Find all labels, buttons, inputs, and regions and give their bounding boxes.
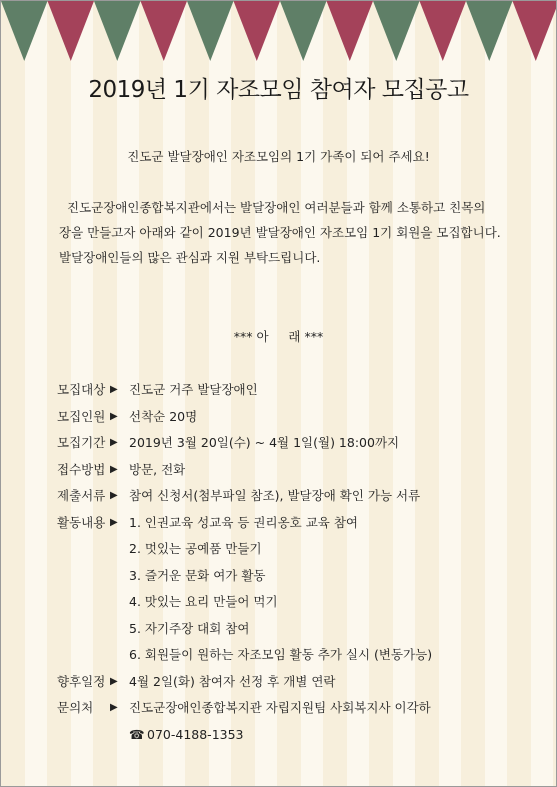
intro-line: 장을 만들고자 아래와 같이 2019년 발달장애인 자조모임 1기 회원을 모집합니다.: [59, 225, 501, 240]
activity-row: [57, 616, 432, 643]
detail-row-period: [57, 430, 432, 457]
bunting-flag: [327, 1, 374, 61]
bunting-flag: [141, 1, 188, 61]
arrow-icon: ▶: [110, 384, 118, 395]
bunting-flag: [466, 1, 513, 61]
bunting-flag: [513, 1, 557, 61]
arrow-icon: ▶: [110, 702, 118, 713]
activity-row: [57, 589, 432, 616]
bunting-flag: [373, 1, 420, 61]
detail-row-count: [57, 404, 432, 431]
arrow-icon: ▶: [110, 490, 118, 501]
bunting-flag: [94, 1, 141, 61]
detail-label: 모집인원: [57, 408, 106, 424]
activity-item: 1. 인권교육 성교육 등 권리옹호 교육 참여: [129, 514, 358, 530]
detail-row-contact: [57, 695, 432, 722]
activity-row: [57, 563, 432, 590]
bunting-decoration: [1, 1, 557, 65]
detail-value: 진도군 거주 발달장애인: [129, 382, 258, 397]
contact-phone-row: [57, 722, 432, 749]
detail-value: 진도군장애인종합복지관 자립지원팀 사회복지사 이각하: [129, 700, 431, 715]
detail-label: 제출서류: [57, 488, 106, 503]
detail-label: 접수방법: [57, 461, 106, 477]
bunting-flag: [420, 1, 467, 61]
bunting-flag: [280, 1, 327, 61]
page-title: 2019년 1기 자조모임 참여자 모집공고: [88, 77, 469, 103]
arrow-icon: ▶: [110, 675, 118, 687]
detail-value: 참여 신청서(첨부파일 참조), 발달장애 확인 가능 서류: [129, 488, 421, 503]
detail-row-method: [57, 457, 432, 484]
phone-icon: ☎: [129, 726, 145, 742]
bunting-flag: [48, 1, 95, 61]
detail-label: 향후일정: [57, 673, 106, 689]
arrow-icon: ▶: [110, 437, 118, 448]
detail-label: 모집대상: [57, 382, 106, 397]
detail-label: 문의처: [57, 700, 94, 715]
activity-item: 3. 즐거운 문화 여가 활동: [129, 567, 266, 583]
detail-label: 모집기간: [57, 435, 106, 450]
arrow-icon: ▶: [110, 410, 118, 422]
bunting-flag: [187, 1, 234, 61]
detail-row-target: [57, 377, 432, 404]
activity-item: 5. 자기주장 대회 참여: [129, 620, 250, 636]
activity-row: [57, 536, 432, 563]
details-list: [57, 377, 432, 748]
arrow-icon: ▶: [110, 463, 118, 475]
activity-item: 4. 맛있는 요리 만들어 먹기: [129, 594, 278, 609]
bunting-flag: [234, 1, 281, 61]
activity-row: [57, 642, 432, 669]
intro-paragraph: [59, 195, 507, 270]
intro-line: 진도군장애인종합복지관에서는 발달장애인 여러분들과 함께 소통하고 친목의: [67, 200, 486, 215]
detail-label: 활동내용: [57, 514, 106, 530]
detail-value: 방문, 전화: [129, 461, 186, 477]
detail-row-activities: [57, 510, 432, 537]
detail-value: 2019년 3월 20일(수) ~ 4월 1일(월) 18:00까지: [129, 435, 400, 450]
intro-line: 발달장애인들의 많은 관심과 지원 부탁드립니다.: [59, 250, 321, 265]
arrow-icon: ▶: [110, 516, 118, 528]
activity-item: 2. 멋있는 공예품 만들기: [129, 541, 262, 556]
activity-item: 6. 회원들이 원하는 자조모임 활동 추가 실시 (변동가능): [129, 647, 433, 662]
bunting-flag: [1, 1, 48, 61]
detail-value: 선착순 20명: [129, 408, 198, 424]
detail-row-schedule: [57, 669, 432, 696]
detail-row-documents: [57, 483, 432, 510]
contact-phone: 070-4188-1353: [147, 726, 244, 742]
section-marker: *** 아 래 ***: [233, 329, 324, 344]
subtitle: 진도군 발달장애인 자조모임의 1기 가족이 되어 주세요!: [127, 149, 430, 164]
detail-value: 4월 2일(화) 참여자 선정 후 개별 연락: [129, 673, 336, 689]
